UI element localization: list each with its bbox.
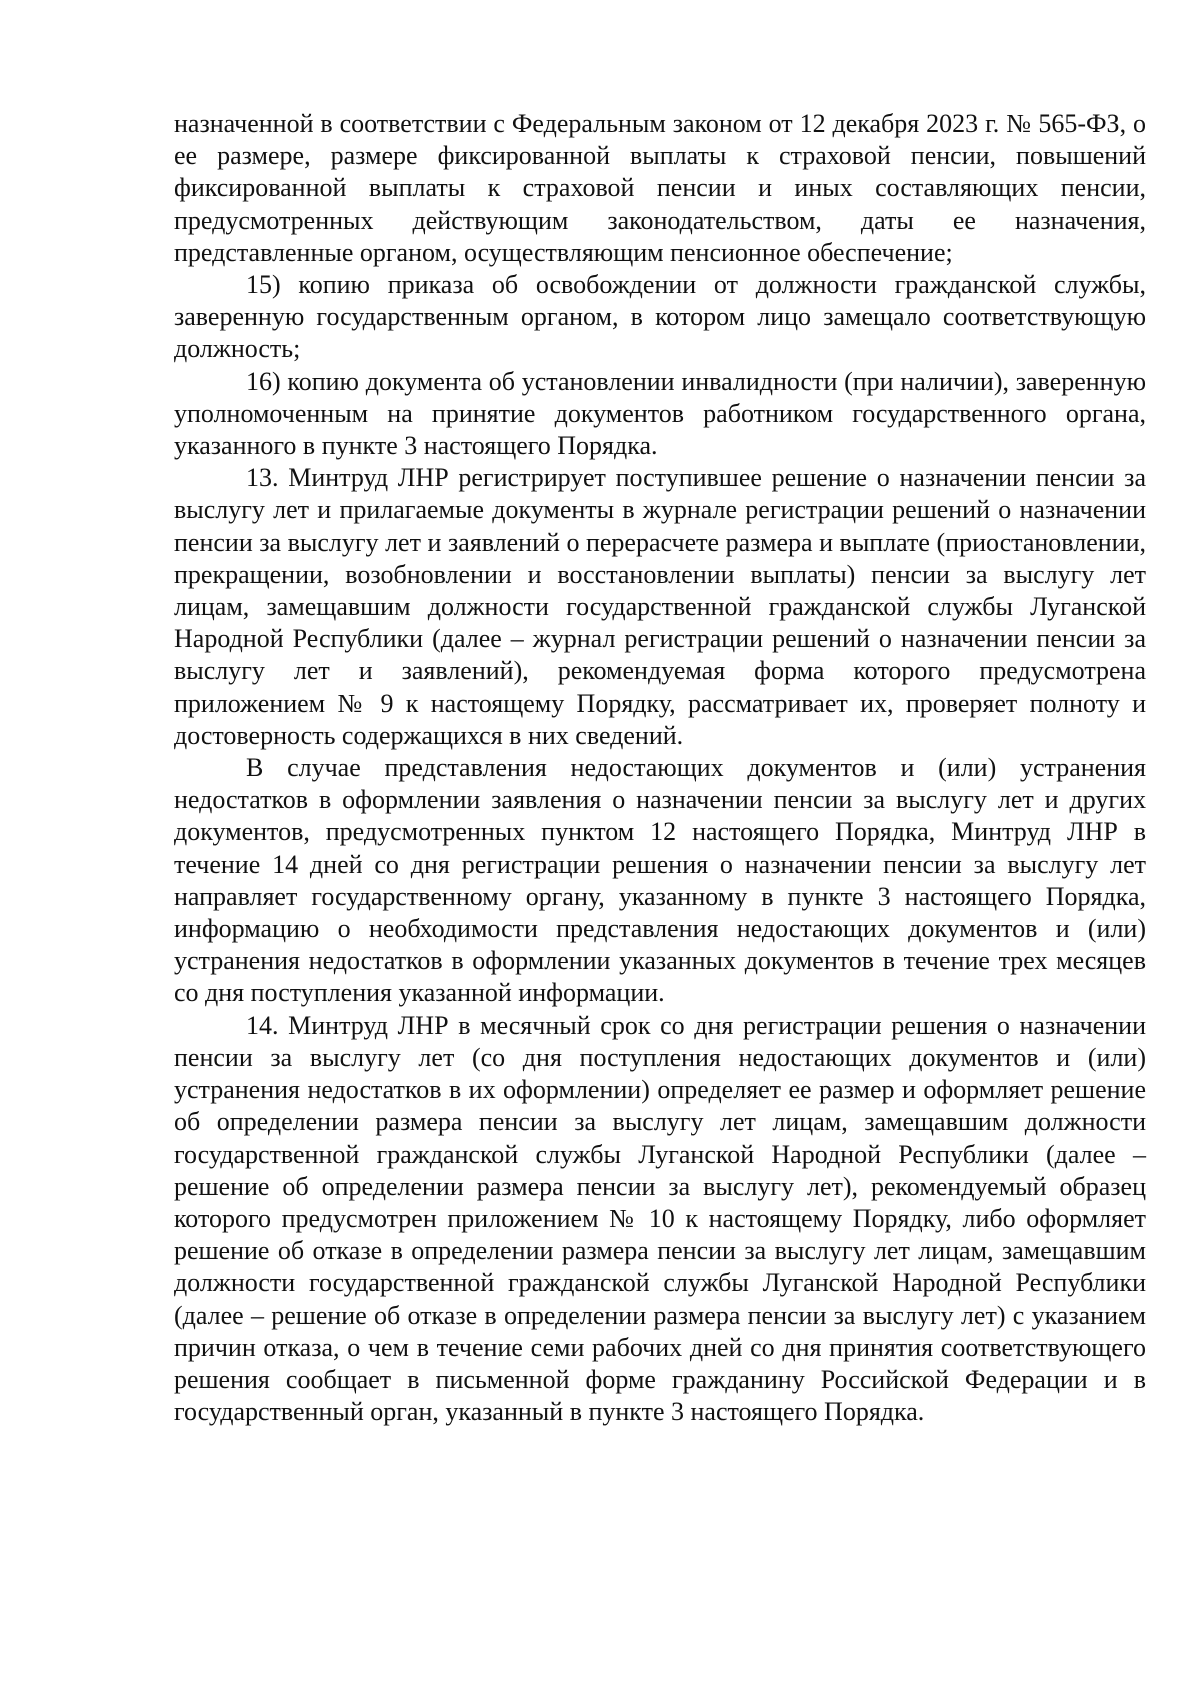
paragraph-item-16: 16) копию документа об установлении инвалидности (при наличии), заверенную уполномоченным на принятие документов работником государственного органа, указанного в пункте 3 настоящего Порядка. (174, 366, 1146, 461)
paragraph-clause-13: 13. Минтруд ЛНР регистрирует поступившее решение о назначении пенсии за выслугу лет и прилагаемые документы в журнале регистрации решений о назначении пенсии за выслугу лет и заявлений о перерасчете размера и выплате (приостановлении, прекращении, возобновлении и восстановлении выплаты) пенсии за выслугу лет лицам, замещавшим должности государственной гражданской службы Луганской Народной Республики (далее – журнал регистрации решений о назначении пенсии за выслугу лет и заявлений), рекомендуемая форма которого предусмотрена приложением № 9 к настоящему Порядку, рассматривает их, проверяет полноту и достоверность содержащихся в них сведений. (174, 463, 1146, 750)
paragraph-item-15: 15) копию приказа об освобождении от должности гражданской службы, заверенную государственным органом, в котором лицо замещало соответствующую должность; (174, 270, 1146, 364)
document-body (174, 108, 1146, 1428)
paragraph-missing-documents: В случае представления недостающих документов и (или) устранения недостатков в оформлении заявления о назначении пенсии за выслугу лет и других документов, предусмотренных пунктом 12 настоящего Порядка, Минтруд ЛНР в течение 14 дней со дня регистрации решения о назначении пенсии за выслугу лет направляет государственному органу, указанному в пункте 3 настоящего Порядка, информацию о необходимости представления недостающих документов и (или) устранения недостатков в оформлении указанных документов в течение трех месяцев со дня поступления указанной информации. (174, 753, 1146, 1008)
paragraph-pension-info-continuation: назначенной в соответствии с Федеральным законом от 12 декабря 2023 г. № 565-ФЗ, о ее размере, размере фиксированной выплаты к страховой пенсии, повышений фиксированной выплаты к страховой пенсии и иных составляющих пенсии, предусмотренных действующим законодательством, даты ее назначения, представленные органом, осуществляющим пенсионное обеспечение; (174, 109, 1146, 267)
paragraph-clause-14: 14. Минтруд ЛНР в месячный срок со дня регистрации решения о назначении пенсии за выслугу лет (со дня поступления недостающих документов и (или) устранения недостатков в их оформлении) определяет ее размер и оформляет решение об определении размера пенсии за выслугу лет лицам, замещавшим должности государственной гражданской службы Луганской Народной Республики (далее – решение об определении размера пенсии за выслугу лет), рекомендуемый образец которого предусмотрен приложением № 10 к настоящему Порядку, либо оформляет решение об отказе в определении размера пенсии за выслугу лет лицам, замещавшим должности государственной гражданской службы Луганской Народной Республики (далее – решение об отказе в определении размера пенсии за выслугу лет) с указанием причин отказа, о чем в течение семи рабочих дней со дня принятия соответствующего решения сообщает в письменной форме гражданину Российской Федерации и в государственный орган, указанный в пункте 3 настоящего Порядка. (174, 1010, 1146, 1427)
